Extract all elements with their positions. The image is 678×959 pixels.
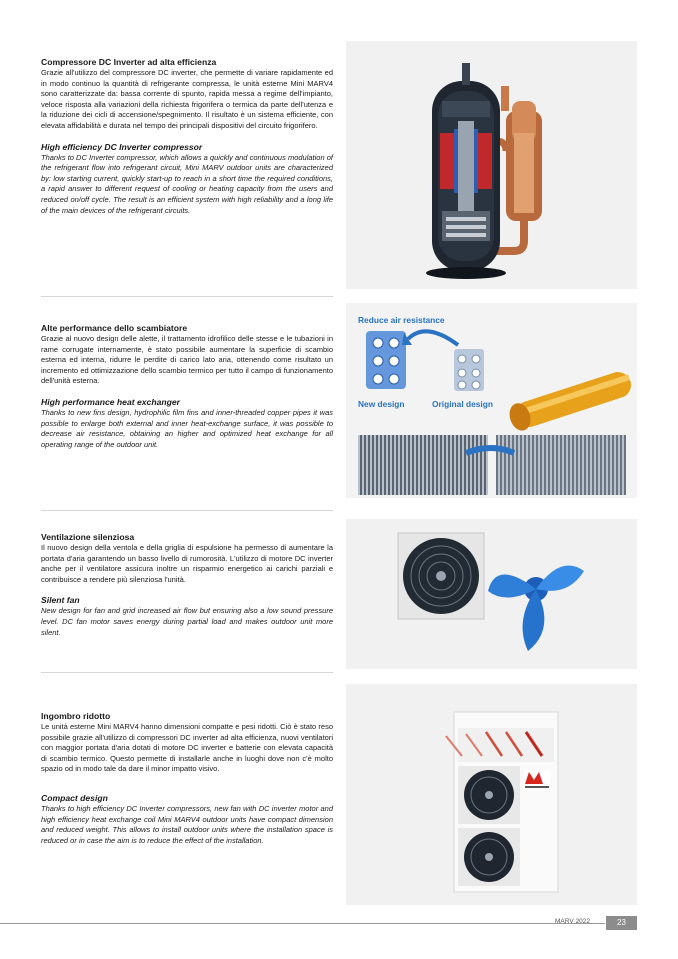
section-compressor [41, 57, 333, 216]
fan-grille [398, 533, 484, 619]
footer-brand-year: MARV 2022 [555, 918, 590, 925]
lower-fan [458, 828, 520, 886]
heat-exchanger-illustration [346, 303, 637, 498]
page-number: 23 [606, 916, 637, 930]
brand-logo-icon [524, 770, 550, 788]
original-design-label: Original design [432, 399, 493, 409]
fan-illustration [346, 519, 637, 669]
outdoor-unit-illustration [346, 684, 637, 905]
section-title-en: Silent fan [41, 595, 80, 606]
original-design-fin [454, 349, 484, 391]
section-title-it: Alte performance dello scambiatore [41, 323, 188, 333]
footer-rule [0, 923, 605, 924]
section-title-en: Compact design [41, 792, 108, 803]
compressor-shell [426, 63, 506, 279]
section-title-en: High performance heat exchanger [41, 396, 180, 407]
comparison-arrow [408, 331, 458, 345]
fan-figure [346, 519, 637, 669]
section-body-en: New design for fan and grid increased air flow but ensuring also a low sound pressure level. DC fan motor saves energy during partial load and makes outdoor unit more silent. [41, 606, 333, 637]
section-body-it: Il nuovo design della ventola e della griglia di espulsione ha permesso di aumentare la portata d'aria garantendo un basso livello di rumorosità. L'utilizzo di motore DC inverter anche per il ventilatore assicura inoltre un risparmio energetico ai carichi parziali e contribuisce a rendere più silenziosa l'unità. [41, 543, 333, 584]
compressor-illustration [346, 41, 637, 289]
section-divider [41, 672, 333, 673]
outdoor-unit-figure [346, 684, 637, 905]
section-body-it: Grazie all'utilizzo del compressore DC inverter, che permette di variare rapidamente ed in modo continuo la quantità di refrigerante compressa, le unità esterne Mini MARV4 sono caratterizzate da: bassa corrente di spunto, rapida messa a regime dell'impianto, veloce risposta alla variazioni della richiesta frigorifera o termica da parte dell'utenza e la riduzione dei cicli di accensione/spegnimento. Il risultato è un sistema efficiente, con elevata affidabilità e durata nel tempo dei principali dispositivi del circuito frigorifero. [41, 68, 333, 130]
fan-blade [488, 565, 584, 651]
section-body-it: Le unità esterne Mini MARV4 hanno dimensioni compatte e pesi ridotti. Ciò è stato reso possibile grazie all'utilizzo di compressori DC inverter ad alta efficienza, nuovi ventilatori con maggior portata d'aria dotati di motore DC inverter e batterie con elevata capacità di scambio termico. Questo permette di installarle anche in luoghi dove non c'è molto spazio od in modo tale da dare il minor impatto visivo. [41, 722, 333, 774]
section-silent-fan [41, 532, 333, 638]
section-title-en: High efficiency DC Inverter compressor [41, 141, 203, 152]
new-design-label: New design [358, 399, 405, 409]
upper-fan [458, 766, 520, 824]
section-body-en: Thanks to DC Inverter compressor, which allows a quickly and continuous modulation of the refrigerant flow into refrigerant circuit, Mini MARV outdoor units are characterized by: low starting current, quickly start-up to reach in a short time the required conditions, a rapid answer to different request of cooling or heating capacity from the users and reduced on/off cycle. The result is an efficient system with high reliability and a long life of the main devices of the refrigerant circuits. [41, 152, 333, 215]
compressor-figure [346, 41, 637, 289]
section-body-it: Grazie al nuovo design delle alette, il trattamento idrofilico delle stesse e le tubazioni in rame corrugate internamente, è stato possibile aumentare la superficie di scambio esterna ed interna, ridurre le perdite di carico lato aria, ottenendo come risultato un incremento ed ottimizzazione dello scambio termico per tutto il campo di funzionamento dell'unità esterna. [41, 334, 333, 386]
section-compact-design [41, 711, 333, 846]
section-divider [41, 296, 333, 297]
section-divider [41, 510, 333, 511]
section-title-it: Ventilazione silenziosa [41, 532, 135, 542]
section-title-it: Ingombro ridotto [41, 711, 111, 721]
new-design-fin [366, 331, 406, 389]
reduce-air-resistance-label: Reduce air resistance [358, 315, 445, 325]
inner-threaded-copper-pipe [506, 368, 634, 434]
coil-photo-right [496, 435, 626, 495]
section-body-en: Thanks to new fins design, hydrophilic film fins and inner-threaded copper pipes it was possible to enlarge both external and inner heat-exchange surface, it was possible to decrease air resistance, obtaining an higher and optimized heat exchange for all operating range of the outdoor unit. [41, 407, 333, 449]
section-body-en: Thanks to high efficiency DC Inverter compressors, new fan with DC inverter motor and high efficiency heat exchange coil Mini MARV4 outdoor units have compact dimension and reduced weight. This allows to install outdoor units where the installation space is reduced or in case the aim is to reduce the effect of the installation. [41, 803, 333, 845]
section-heat-exchanger [41, 323, 333, 450]
section-title-it: Compressore DC Inverter ad alta efficienza [41, 57, 217, 67]
coil-photo-left [358, 435, 488, 495]
heat-exchanger-figure [346, 303, 637, 498]
